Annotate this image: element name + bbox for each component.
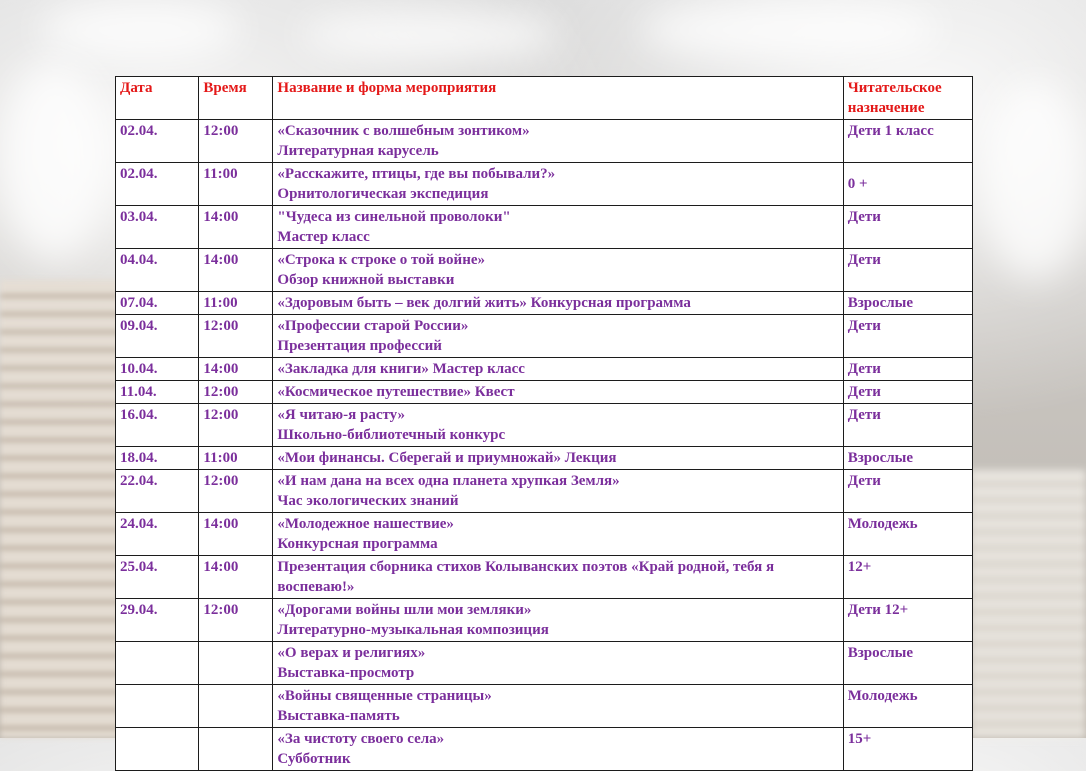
cell-audience: Дети <box>843 381 972 404</box>
event-name-line: Презентация профессий <box>277 338 442 354</box>
cell-time: 14:00 <box>199 556 273 599</box>
cell-audience: Дети <box>843 404 972 447</box>
cell-time: 14:00 <box>199 249 273 292</box>
cell-date: 16.04. <box>116 404 199 447</box>
event-name-line: Литературно-музыкальная композиция <box>277 622 549 638</box>
header-date: Дата <box>116 77 199 120</box>
cell-event-name <box>273 404 843 447</box>
cell-time: 12:00 <box>199 315 273 358</box>
books-stack-left <box>0 280 120 738</box>
event-name-line: Литературная карусель <box>277 143 439 159</box>
cell-audience: Дети <box>843 470 972 513</box>
event-name-line: «Дорогами войны шли мои земляки» <box>277 602 532 618</box>
table-row <box>116 642 973 685</box>
cell-event-name <box>273 315 843 358</box>
event-name-line: «Расскажите, птицы, где вы побывали?» <box>277 166 556 182</box>
cell-date <box>116 642 199 685</box>
event-name-line: "Чудеса из синельной проволоки" <box>277 209 511 225</box>
cell-date: 03.04. <box>116 206 199 249</box>
event-name-line: «Сказочник с волшебным зонтиком» <box>277 123 530 139</box>
cell-event-name <box>273 513 843 556</box>
event-name-line: Конкурсная программа <box>277 536 438 552</box>
event-name-line: «Профессии старой России» <box>277 318 469 334</box>
table-row <box>116 292 973 315</box>
event-name-line: Презентация сборника стихов Колыванских поэтов «Край родной, тебя я воспеваю!» <box>277 559 775 595</box>
cell-audience: Взрослые <box>843 447 972 470</box>
event-name-line: «Здоровым быть – век долгий жить» Конкурсная программа <box>277 295 691 311</box>
cell-event-name <box>273 642 843 685</box>
cell-audience: 12+ <box>843 556 972 599</box>
cell-date: 09.04. <box>116 315 199 358</box>
cell-audience: Дети <box>843 206 972 249</box>
event-name-line: Субботник <box>277 751 351 767</box>
cell-date: 02.04. <box>116 120 199 163</box>
cell-audience: Дети <box>843 315 972 358</box>
event-name-line: Орнитологическая экспедиция <box>277 186 489 202</box>
cell-time: 12:00 <box>199 599 273 642</box>
table-row <box>116 120 973 163</box>
table-row <box>116 599 973 642</box>
cell-time: 12:00 <box>199 381 273 404</box>
table-row <box>116 556 973 599</box>
event-name-line: Обзор книжной выставки <box>277 272 455 288</box>
cell-event-name <box>273 728 843 771</box>
event-name-line: Выставка-просмотр <box>277 665 415 681</box>
cell-audience: Молодежь <box>843 685 972 728</box>
cell-time: 11:00 <box>199 163 273 206</box>
books-stack-right <box>970 470 1086 738</box>
cell-date: 25.04. <box>116 556 199 599</box>
cell-event-name <box>273 685 843 728</box>
cell-date: 11.04. <box>116 381 199 404</box>
event-name-line: «И нам дана на всех одна планета хрупкая Земля» <box>277 473 620 489</box>
event-name-line: «Космическое путешествие» Квест <box>277 384 515 400</box>
table-body <box>116 120 973 771</box>
table-row <box>116 315 973 358</box>
cell-date: 07.04. <box>116 292 199 315</box>
cell-audience: Дети <box>843 358 972 381</box>
table-row <box>116 404 973 447</box>
cell-audience: Дети 12+ <box>843 599 972 642</box>
cell-event-name <box>273 381 843 404</box>
event-name-line: «Закладка для книги» Мастер класс <box>277 361 525 377</box>
table-row <box>116 358 973 381</box>
table-row <box>116 685 973 728</box>
cell-time <box>199 728 273 771</box>
event-name-line: «Строка к строке о той войне» <box>277 252 485 268</box>
cell-time <box>199 685 273 728</box>
cell-event-name <box>273 206 843 249</box>
cell-date: 10.04. <box>116 358 199 381</box>
cell-audience: 15+ <box>843 728 972 771</box>
table-row <box>116 728 973 771</box>
cell-date <box>116 685 199 728</box>
cell-date: 29.04. <box>116 599 199 642</box>
event-name-line: «О верах и религиях» <box>277 645 426 661</box>
cell-time: 11:00 <box>199 447 273 470</box>
cell-date: 02.04. <box>116 163 199 206</box>
cell-audience: Дети 1 класс <box>843 120 972 163</box>
cell-time: 12:00 <box>199 470 273 513</box>
header-audience: Читательское назначение <box>843 77 972 120</box>
table-row <box>116 249 973 292</box>
table-row <box>116 163 973 206</box>
cell-audience: 0 + <box>843 163 972 206</box>
cell-time: 12:00 <box>199 120 273 163</box>
cell-time: 14:00 <box>199 206 273 249</box>
cell-event-name <box>273 358 843 381</box>
event-name-line: «Мои финансы. Сберегай и приумножай» Лекция <box>277 450 617 466</box>
event-name-line: Час экологических знаний <box>277 493 459 509</box>
header-event-name: Название и форма мероприятия <box>273 77 843 120</box>
event-name-line: «Войны священные страницы» <box>277 688 492 704</box>
cell-time: 11:00 <box>199 292 273 315</box>
cell-event-name <box>273 470 843 513</box>
cell-event-name <box>273 249 843 292</box>
cell-date: 04.04. <box>116 249 199 292</box>
header-time: Время <box>199 77 273 120</box>
cell-event-name <box>273 163 843 206</box>
cell-event-name <box>273 292 843 315</box>
table-row <box>116 513 973 556</box>
cell-time: 14:00 <box>199 513 273 556</box>
cell-audience: Взрослые <box>843 292 972 315</box>
cell-time: 12:00 <box>199 404 273 447</box>
table-row <box>116 470 973 513</box>
table-header-row <box>116 77 973 120</box>
cell-event-name <box>273 447 843 470</box>
cell-date: 18.04. <box>116 447 199 470</box>
cell-event-name <box>273 599 843 642</box>
cell-event-name <box>273 556 843 599</box>
event-name-line: Школьно-библиотечный конкурс <box>277 427 506 443</box>
event-name-line: «За чистоту своего села» <box>277 731 445 747</box>
event-name-line: Мастер класс <box>277 229 370 245</box>
table-row <box>116 206 973 249</box>
cell-audience: Взрослые <box>843 642 972 685</box>
table-row <box>116 381 973 404</box>
event-name-line: Выставка-память <box>277 708 400 724</box>
cell-date <box>116 728 199 771</box>
event-name-line: «Я читаю-я расту» <box>277 407 406 423</box>
cell-date: 24.04. <box>116 513 199 556</box>
cell-audience: Молодежь <box>843 513 972 556</box>
cell-time <box>199 642 273 685</box>
events-schedule-table <box>115 76 973 771</box>
cell-time: 14:00 <box>199 358 273 381</box>
cell-event-name <box>273 120 843 163</box>
event-name-line: «Молодежное нашествие» <box>277 516 454 532</box>
cell-date: 22.04. <box>116 470 199 513</box>
table-row <box>116 447 973 470</box>
cell-audience: Дети <box>843 249 972 292</box>
